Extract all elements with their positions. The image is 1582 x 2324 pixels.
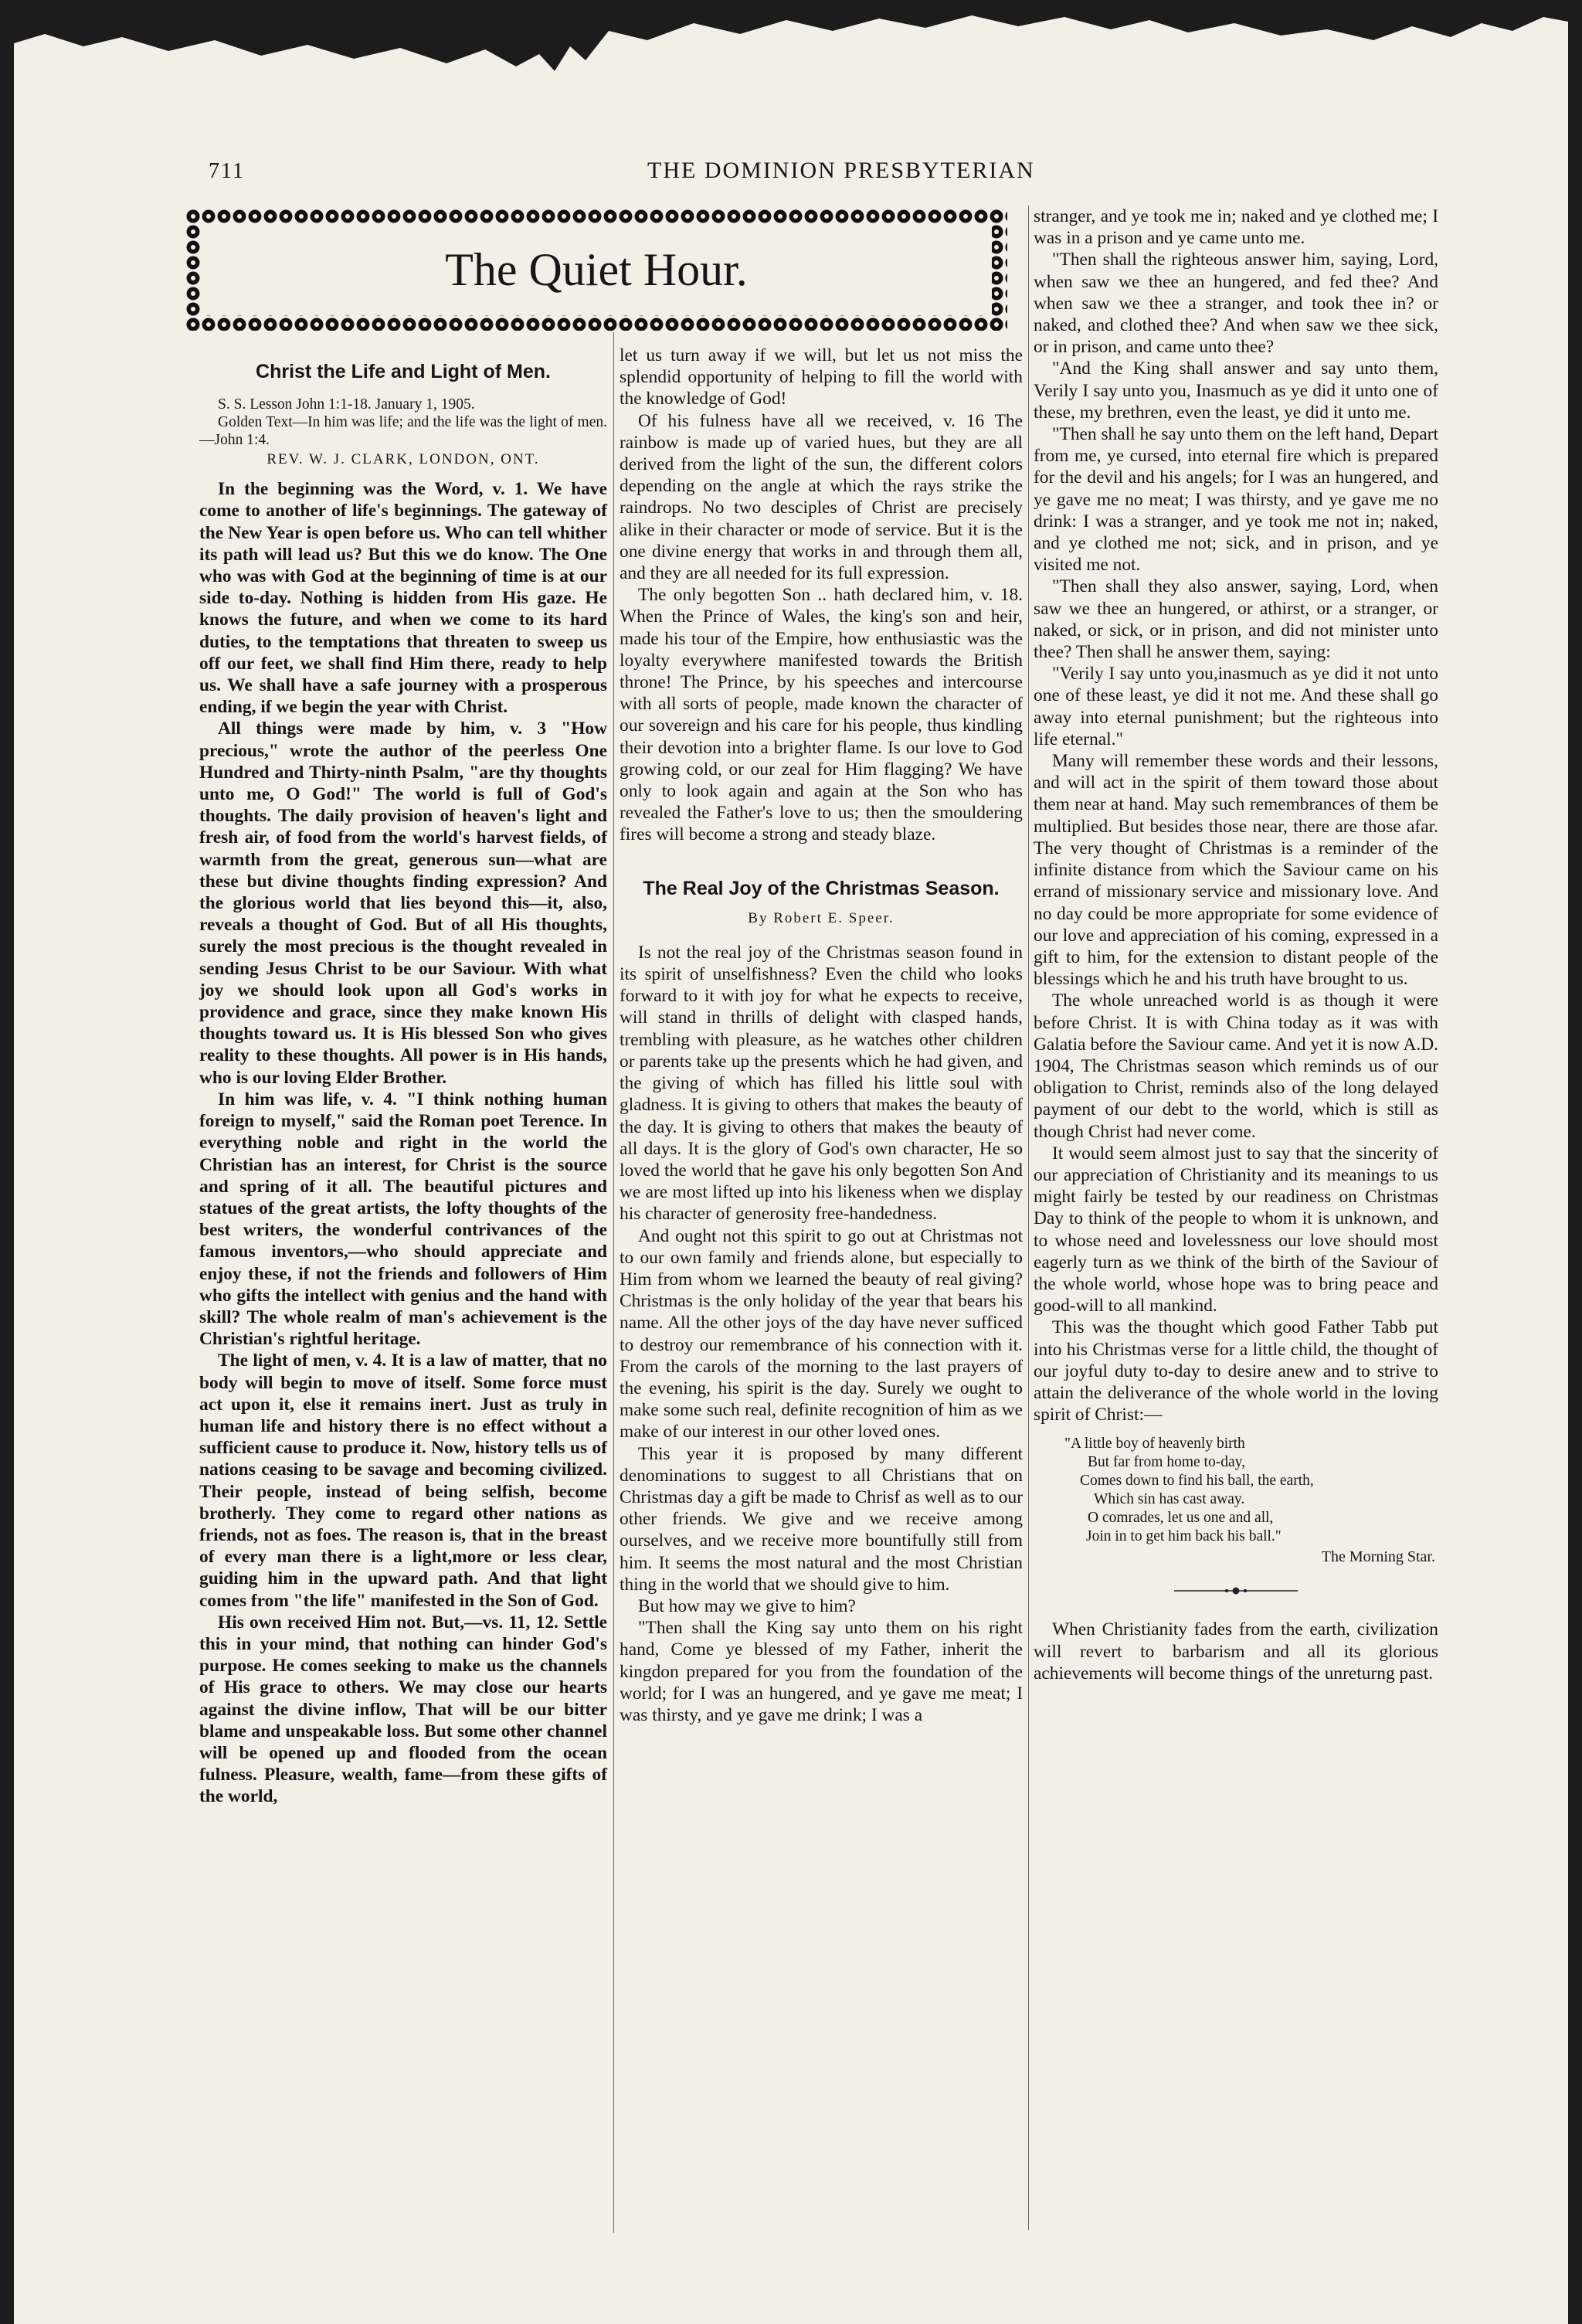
poem (1064, 1435, 1438, 1566)
golden-text: Golden Text—In him was life; and the life was the light of men.—John 1:4. (199, 414, 607, 448)
paragraph: And ought not this spirit to go out at Christmas not to our own family and friends alone, but especially to Him from whom we learned the beauty of real giving? Christmas is the only holiday of the year that bears his name. All the other joys of the day have never sufficed to destroy our remembrance of his connection with it. From the carols of the morning to the last prayers of the evening, his spirit is the day. Surely we ought to make some such real, definite recognition of him as we make of our interest in our other loved ones. (620, 1225, 1023, 1442)
poem-line: Comes down to find his ball, the earth, (1080, 1473, 1314, 1490)
poem-line: "A little boy of heavenly birth (1064, 1436, 1245, 1452)
torn-top-edge (14, 0, 1568, 85)
paragraph: "Then shall the King say unto them on his right hand, Come ye blessed of my Father, inherit the kingdon prepared for you from the foundation of the world; for I was an hungered, and ye gave me meat; I was thirsty, and ye gave me drink; I was a (620, 1618, 1023, 1725)
ornamental-divider (1174, 1586, 1298, 1595)
section-title: The Quiet Hour. (445, 244, 748, 295)
paragraph: "Then shall they also answer, saying, Lord, when saw we thee an hungered, or athirst, or a stranger, or naked, or sick, or in prison, and did not minister unto thee? Then shall he answer them, saying: (1034, 576, 1438, 663)
poem-line: O comrades, let us one and all, (1088, 1510, 1274, 1527)
column-rule (1028, 206, 1029, 2230)
paragraph: It would seem almost just to say that the sincerity of our appreciation of Christianity and its meanings to us might fairly be tested by our readiness on Christmas Day to think of the people to whom it is unknown, and to whose need and lovelessness our love should most eagerly turn as we think of the birth of the Saviour of the whole world, whose hope was to bring peace and good-will to all mankind. (1034, 1143, 1438, 1317)
section-title-box (185, 209, 1007, 331)
paragraph: "Then shall he say unto them on the left hand, Depart from me, ye cursed, into eternal fire which is prepared for the devil and his angels; for I was an hungered, and ye gave me no meat; I was thirsty, and ye gave me no drink: I was a stranger, and ye took me not in; naked, and ye clothed me not; sick, and in prison, and ye visited me not. (1034, 424, 1438, 576)
newspaper-page (14, 0, 1568, 2324)
paragraph: The only begotten Son .. hath declared him, v. 18. When the Prince of Wales, the king's son and heir, made his tour of the Empire, how enthusiastic was the loyalty everywhere manifested towards the British throne! The Prince, by his speeches and intercourse with all sorts of people, made known the character of our sovereign and his care for his people, thus kindling their devotion into a brighter flame. Is our love to God growing cold, or our zeal for Him flagging? We have only to look again and again at the Son who has revealed the Father's love to us; then the smouldering fires will become a strong and steady blaze. (620, 585, 1023, 845)
paragraph: Is not the real joy of the Christmas season found in its spirit of unselfishness? Even the child who looks forward to it with joy for what he expects to receive, will stand in thrills of delight with clasped hands, trembling with pleasure, as he watches other children or parents take up the presents which he had given, and the giving of which has filled his little soul with gladness. It is giving to others that makes the beauty of the day. It is giving to others that makes the beauty of all days. It is the glory of God's own character, He so loved the world that he gave his only begotten Son And we are most lifted up into his likeness when we display his character of generosity free-handedness. (620, 942, 1023, 1225)
paragraph: "And the King shall answer and say unto them, Verily I say unto you, Inasmuch as ye did it unto one of these, my brethren, even the least, ye did it unto me. (1034, 358, 1438, 423)
column-rule (613, 332, 614, 2233)
paragraph: His own received Him not. But,—vs. 11, 12. Settle this in your mind, that nothing can hinder God's purpose. He comes seeking to make us the channels of His grace to others. We may close our hearts against the divine inflow, That will be our bitter blame and unspeakable loss. But some other channel will be opened up and flooded from the ocean fulness. Pleasure, wealth, fame—from these gifts of the world, (199, 1612, 607, 1807)
running-head: THE DOMINION PRESBYTERIAN (647, 158, 1035, 183)
paragraph: Many will remember these words and their lessons, and will act in the spirit of them toward those about them near at hand. May such remembrances of them be multiplied. But besides those near, there are those afar. The very thought of Christmas is a reminder of the infinite distance from which the Saviour came on his errand of missionary service and missionary love. And no day could be more appropriate for some evidence of our love and appreciation of his coming, expressed in a gift to him, for the extension to distant people of the blessings which he and his truth have brought to us. (1034, 751, 1438, 990)
paragraph: stranger, and ye took me in; naked and ye clothed me; I was in a prison and ye came unto me. (1034, 206, 1438, 249)
column-1 (199, 360, 607, 1808)
article-byline: REV. W. J. CLARK, LONDON, ONT. (266, 451, 540, 467)
paragraph: But how may we give to him? (638, 1595, 856, 1616)
paragraph: let us turn away if we will, but let us not miss the splendid opportunity of helping to fill the world with the knowledge of God! (620, 345, 1023, 409)
poem-line: Join in to get him back his ball." (1086, 1528, 1282, 1545)
paragraph: The light of men, v. 4. It is a law of matter, that no body will begin to move of itself. Some force must act upon it, else it remains inert. Just as truly in human life and history there is no effect without a sufficient cause to produce it. Now, history tells us of nations ceasing to be savage and becoming civilized. Their people, instead of being selfish, become brotherly. They come to regard other nations as friends, not as foes. The reason is, that in the breast of every man there is a light,more or less clear, guiding him in the upward path. And that light comes from "the life" manifested in the Son of God. (199, 1351, 607, 1611)
column-2 (620, 345, 1023, 1726)
paragraph: In the beginning was the Word, v. 1. We have come to another of life's beginnings. The gateway of the New Year is open before us. Who can tell whither its path will lead us? But this we do know. The One who was with God at the beginning of time is at our side to-day. Nothing is hidden from His gaze. He knows the future, and when we come to its hard duties, to the temptations that threaten to sweep us off our feet, we shall find Him there, ready to help us. We shall have a safe journey with a prosperous ending, if we begin the year with Christ. (199, 479, 607, 718)
article-title: Christ the Life and Light of Men. (256, 361, 551, 382)
poem-line: Which sin has cast away. (1094, 1491, 1245, 1508)
article-title: The Real Joy of the Christmas Season. (643, 877, 1000, 899)
paragraph: Of his fulness have all we received, v. 16 The rainbow is made up of varied hues, but they are all derived from the light of the sun, the different colors depending on the angle at which the rays strike the raindrops. No two desciples of Christ are precisely alike in their character or mode of service. But it is the one divine energy that works in and through them all, and they are all needed for its full expression. (620, 410, 1023, 584)
lesson-reference: S. S. Lesson John 1:1-18. January 1, 1905. (218, 396, 475, 413)
paragraph: The whole unreached world is as though it were before Christ. It is with China today as it was with Galatia before the Saviour came. And yet it is now A.D. 1904, The Christmas season which reminds us of our obligation to Christ, reminds also of the long delayed payment of our debt to the world, which is still as though Christ had never come. (1034, 990, 1438, 1142)
paragraph: All things were made by him, v. 3 "How precious," wrote the author of the peerless One Hundred and Thirty-ninth Psalm, "are thy thoughts unto me, O God!" The world is full of God's thoughts. The daily provision of heaven's light and fresh air, of food from the world's harvest fields, of warmth from the great, generous sun—what are these but divine thoughts finding expression? And the glorious world that lies beyond this—it, also, reveals a thought of God. But of all His thoughts, surely the most precious is the thought revealed in sending Jesus Christ to be our Saviour. With what joy we should look upon all God's works in providence and grace, since they make known His thoughts toward us. It is His blessed Son who gives reality to these thoughts. All power is in His hands, who is our loving Elder Brother. (199, 719, 607, 1088)
paragraph: In him was life, v. 4. "I think nothing human foreign to myself," said the Roman poet Terence. In everything noble and right in the world the Christian has an interest, for Christ is the source and spring of it all. The beautiful pictures and statues of the great artists, the lofty thoughts of the best writers, the wonderful contrivances of the famous inventors,—who should appreciate and enjoy these, if not the friends and followers of Him who gifts the intellect with genius and the hand with skill? The whole realm of man's achievement is the Christian's rightful heritage. (199, 1089, 607, 1350)
column-3 (1034, 206, 1438, 1684)
article-byline: By Robert E. Speer. (748, 909, 895, 926)
closing-paragraph: When Christianity fades from the earth, civilization will revert to barbarism and all its glorious achievements will become things of the unreturng past. (1034, 1619, 1438, 1684)
paragraph: This year it is proposed by many different denominations to suggest to all Christians that on Christmas day a gift be made to Chrisf as well as to our other friends. We give and we receive among ourselves, and we receive more bountifully still from him. It seems the most natural and the most Christian thing in the world that we should give to him. (620, 1443, 1023, 1595)
page-number: 711 (209, 159, 245, 183)
paragraph: "Verily I say unto you,inasmuch as ye did it not unto one of these least, ye did it not me. And these shall go away into eternal punishment; but the righteous into life eternal." (1034, 664, 1438, 749)
poem-line: But far from home to-day, (1088, 1454, 1245, 1471)
paragraph: This was the thought which good Father Tabb put into his Christmas verse for a little child, the thought of our joyful duty to-day to desire anew and to strive to attain the deliverance of the whole world in the loving spirit of Christ:— (1034, 1317, 1438, 1425)
poem-source: The Morning Star. (1321, 1548, 1435, 1566)
paragraph: "Then shall the righteous answer him, saying, Lord, when saw we thee an hungered, and fed thee? And when saw we thee a stranger, and took thee in? or naked, and clothed thee? And when saw we thee sick, or in prison, and came unto thee? (1034, 250, 1438, 358)
